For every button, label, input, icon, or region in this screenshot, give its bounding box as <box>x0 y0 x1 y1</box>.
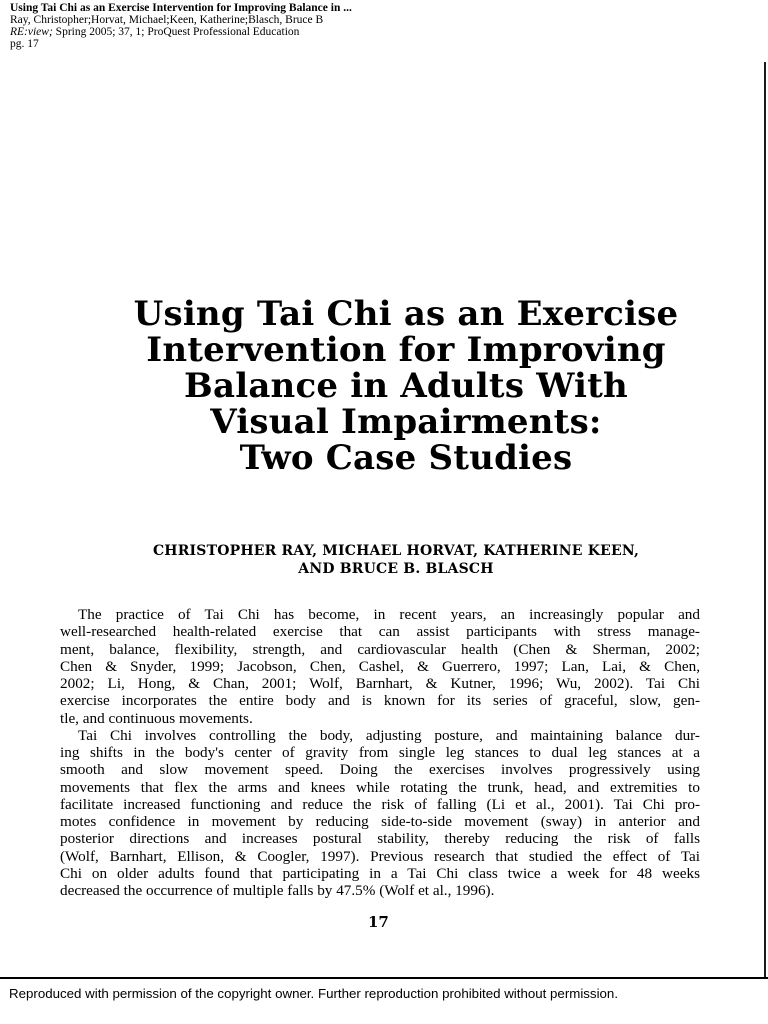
body-line: movements that flex the arms and knees while rotating the trunk, head, and extremities to <box>60 778 700 796</box>
citation-source <box>10 26 352 38</box>
citation-page: pg. 17 <box>10 38 39 50</box>
citation-header <box>10 2 352 50</box>
title-line: Visual Impairments: <box>210 402 602 442</box>
paragraph-1 <box>60 606 700 727</box>
author-line: AND BRUCE B. BLASCH <box>298 561 494 577</box>
page-number: 17 <box>368 913 389 931</box>
citation-title: Using Tai Chi as an Exercise Intervention for Improving Balance in ... <box>10 2 352 14</box>
body-line: Tai Chi involves controlling the body, adjusting posture, and maintaining balance dur- <box>78 726 700 744</box>
body-line: 2002; Li, Hong, & Chan, 2001; Wolf, Barnhart, & Kutner, 1996; Wu, 2002). Tai Chi <box>60 675 700 692</box>
copyright-footer: Reproduced with permission of the copyright owner. Further reproduction prohibited without permission. <box>9 986 619 1001</box>
body-line: decreased the occurrence of multiple falls by 47.5% (Wolf et al., 1996). <box>60 882 495 899</box>
citation-journal: RE:view; <box>10 26 53 38</box>
body-line: Chen & Snyder, 1999; Jacobson, Chen, Cashel, & Guerrero, 1997; Lan, Lai, & Chen, <box>60 657 700 675</box>
citation-authors: Ray, Christopher;Horvat, Michael;Keen, Katherine;Blasch, Bruce B <box>10 14 324 26</box>
title-line: Balance in Adults With <box>184 366 628 406</box>
body-line: well-researched health-related exercise that can assist participants with stress manage- <box>60 623 700 641</box>
title-line: Using Tai Chi as an Exercise <box>133 294 679 334</box>
body-line: Chi on older adults found that participating in a Tai Chi class twice a week for 48 weeks <box>60 864 700 882</box>
body-line: posterior directions and increases postural stability, thereby reducing the risk of falls <box>60 830 700 848</box>
article-body <box>60 606 700 899</box>
scan-edge-line <box>764 62 766 977</box>
footer-divider <box>0 977 768 979</box>
body-line: ment, balance, flexibility, strength, and cardiovascular health (Chen & Sherman, 2002; <box>60 640 700 658</box>
body-line: facilitate increased functioning and reduce the risk of falling (Li et al., 2001). Tai Chi pro- <box>60 795 700 813</box>
body-line: tle, and continuous movements. <box>60 709 253 727</box>
body-line: The practice of Tai Chi has become, in recent years, an increasingly popular and <box>78 606 700 623</box>
body-line: smooth and slow movement speed. Doing the exercises involves progressively using <box>60 761 700 779</box>
paragraph-2 <box>60 727 700 900</box>
citation-issue: Spring 2005; 37, 1; ProQuest Professional Education <box>52 26 300 38</box>
body-line: exercise incorporates the entire body and is known for its series of graceful, slow, gen- <box>60 692 700 710</box>
author-line: CHRISTOPHER RAY, MICHAEL HORVAT, KATHERINE KEEN, <box>152 543 640 559</box>
article-authors <box>30 542 762 578</box>
body-line: ing shifts in the body's center of gravity from single leg stances to dual leg stances at a <box>60 744 700 761</box>
body-line: motes confidence in movement by reducing side-to-side movement (sway) in anterior and <box>60 813 700 830</box>
body-line: (Wolf, Barnhart, Ellison, & Coogler, 1997). Previous research that studied the effect of Tai <box>60 847 700 865</box>
title-line: Intervention for Improving <box>146 330 666 370</box>
title-line: Two Case Studies <box>239 438 573 478</box>
article-title <box>40 296 768 476</box>
